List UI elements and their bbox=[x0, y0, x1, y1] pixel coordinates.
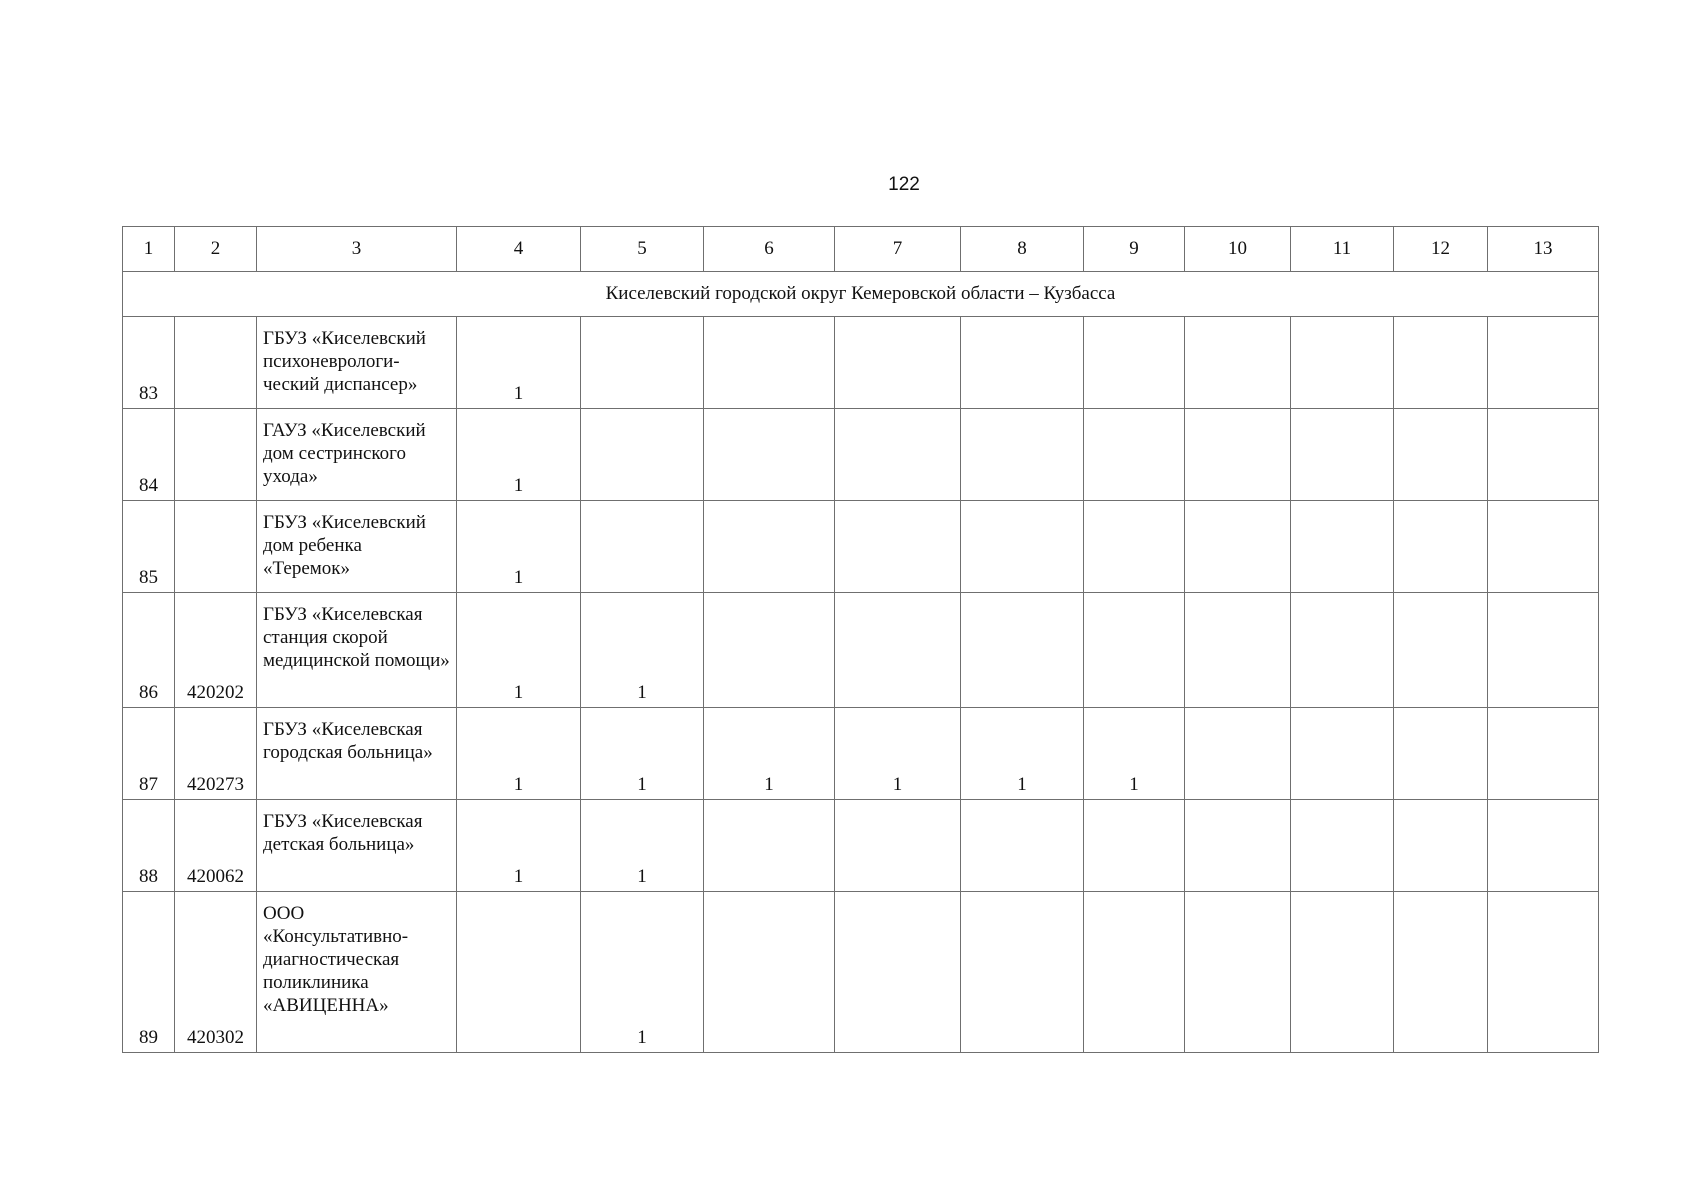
table-row bbox=[123, 892, 1599, 1053]
cell-value: 1 bbox=[892, 774, 903, 795]
value-cell bbox=[835, 800, 961, 892]
row-number-cell bbox=[123, 708, 175, 800]
value-cell bbox=[1394, 501, 1488, 593]
section-title: Киселевский городской округ Кемеровской области – Кузбасса bbox=[123, 272, 1599, 317]
organization-name: ГБУЗ «Киселевская станция скорой медицинской помощи» bbox=[263, 604, 450, 671]
row-number-cell bbox=[123, 317, 175, 409]
cell-value: 1 bbox=[637, 682, 647, 703]
value-cell bbox=[1394, 708, 1488, 800]
registry-table bbox=[122, 226, 1599, 1053]
value-cell bbox=[1394, 892, 1488, 1053]
value-cell bbox=[961, 708, 1084, 800]
table-row bbox=[123, 708, 1599, 800]
value-cell bbox=[1291, 800, 1394, 892]
value-cell bbox=[961, 593, 1084, 708]
table-row bbox=[123, 501, 1599, 593]
value-cell bbox=[961, 317, 1084, 409]
value-cell bbox=[1084, 708, 1185, 800]
registry-code-cell bbox=[175, 892, 257, 1053]
value-cell bbox=[704, 708, 835, 800]
column-number: 1 bbox=[123, 227, 175, 272]
value-cell bbox=[835, 892, 961, 1053]
value-cell bbox=[1084, 501, 1185, 593]
column-number-row bbox=[123, 227, 1599, 272]
row-number: 83 bbox=[139, 383, 158, 404]
value-cell bbox=[835, 708, 961, 800]
organization-name-cell bbox=[257, 501, 457, 593]
row-number: 89 bbox=[139, 1027, 158, 1048]
cell-value: 1 bbox=[513, 866, 524, 887]
value-cell bbox=[1084, 409, 1185, 501]
value-cell bbox=[1185, 409, 1291, 501]
organization-name-cell bbox=[257, 892, 457, 1053]
value-cell bbox=[704, 317, 835, 409]
registry-code-cell bbox=[175, 501, 257, 593]
value-cell bbox=[961, 409, 1084, 501]
value-cell bbox=[1488, 501, 1599, 593]
column-number: 7 bbox=[835, 227, 961, 272]
value-cell bbox=[835, 317, 961, 409]
row-number-cell bbox=[123, 800, 175, 892]
value-cell bbox=[457, 800, 581, 892]
organization-name-cell bbox=[257, 708, 457, 800]
cell-value: 1 bbox=[637, 866, 647, 887]
column-number: 10 bbox=[1185, 227, 1291, 272]
row-number-cell bbox=[123, 501, 175, 593]
organization-name: ГБУЗ «Киселевский дом ребенка «Теремок» bbox=[263, 512, 426, 579]
organization-name: ООО «Консультативно-диагностическая поликлиника «АВИЦЕННА» bbox=[263, 903, 409, 1016]
value-cell bbox=[1488, 409, 1599, 501]
value-cell bbox=[1394, 593, 1488, 708]
row-number-cell bbox=[123, 409, 175, 501]
cell-value: 1 bbox=[513, 475, 524, 496]
value-cell bbox=[457, 708, 581, 800]
registry-code: 420062 bbox=[187, 866, 244, 887]
value-cell bbox=[1084, 892, 1185, 1053]
value-cell bbox=[704, 409, 835, 501]
row-number: 86 bbox=[139, 682, 158, 703]
value-cell bbox=[457, 892, 581, 1053]
value-cell bbox=[581, 593, 704, 708]
row-number: 87 bbox=[139, 774, 158, 795]
value-cell bbox=[1185, 317, 1291, 409]
cell-value: 1 bbox=[513, 567, 524, 588]
column-number: 6 bbox=[704, 227, 835, 272]
value-cell bbox=[835, 593, 961, 708]
value-cell bbox=[1394, 317, 1488, 409]
table-row bbox=[123, 317, 1599, 409]
value-cell bbox=[581, 800, 704, 892]
cell-value: 1 bbox=[637, 774, 647, 795]
value-cell bbox=[581, 317, 704, 409]
value-cell bbox=[1488, 892, 1599, 1053]
organization-name-cell bbox=[257, 409, 457, 501]
value-cell bbox=[961, 800, 1084, 892]
section-row bbox=[123, 272, 1599, 317]
registry-code-cell bbox=[175, 708, 257, 800]
value-cell bbox=[1291, 892, 1394, 1053]
registry-code-cell bbox=[175, 800, 257, 892]
value-cell bbox=[1291, 708, 1394, 800]
table-row bbox=[123, 800, 1599, 892]
organization-name: ГАУЗ «Киселевский дом сестринского ухода» bbox=[263, 420, 426, 487]
value-cell bbox=[835, 409, 961, 501]
column-number: 4 bbox=[457, 227, 581, 272]
value-cell bbox=[1084, 317, 1185, 409]
value-cell bbox=[581, 708, 704, 800]
value-cell bbox=[704, 892, 835, 1053]
value-cell bbox=[1488, 593, 1599, 708]
organization-name-cell bbox=[257, 593, 457, 708]
registry-code: 420202 bbox=[187, 682, 244, 703]
value-cell bbox=[1185, 708, 1291, 800]
value-cell bbox=[704, 800, 835, 892]
column-number: 11 bbox=[1291, 227, 1394, 272]
column-number: 5 bbox=[581, 227, 704, 272]
table-row bbox=[123, 593, 1599, 708]
value-cell bbox=[961, 501, 1084, 593]
row-number: 85 bbox=[139, 567, 158, 588]
value-cell bbox=[1488, 708, 1599, 800]
value-cell bbox=[581, 409, 704, 501]
cell-value: 1 bbox=[1129, 774, 1139, 795]
cell-value: 1 bbox=[513, 682, 524, 703]
column-number: 12 bbox=[1394, 227, 1488, 272]
cell-value: 1 bbox=[764, 774, 774, 795]
organization-name: ГБУЗ «Киселевский психоневрологи-ческий диспансер» bbox=[263, 328, 426, 395]
organization-name-cell bbox=[257, 800, 457, 892]
registry-code-cell bbox=[175, 593, 257, 708]
value-cell bbox=[1488, 800, 1599, 892]
value-cell bbox=[704, 593, 835, 708]
value-cell bbox=[457, 317, 581, 409]
value-cell bbox=[457, 593, 581, 708]
value-cell bbox=[1185, 501, 1291, 593]
table-row bbox=[123, 409, 1599, 501]
value-cell bbox=[457, 501, 581, 593]
row-number-cell bbox=[123, 892, 175, 1053]
cell-value: 1 bbox=[637, 1027, 647, 1048]
value-cell bbox=[1185, 800, 1291, 892]
value-cell bbox=[1185, 593, 1291, 708]
column-number: 13 bbox=[1488, 227, 1599, 272]
page-number: 122 bbox=[888, 174, 920, 195]
value-cell bbox=[457, 409, 581, 501]
organization-name-cell bbox=[257, 317, 457, 409]
value-cell bbox=[1084, 593, 1185, 708]
value-cell bbox=[581, 501, 704, 593]
organization-name: ГБУЗ «Киселевская городская больница» bbox=[263, 719, 433, 763]
value-cell bbox=[1291, 593, 1394, 708]
organization-name: ГБУЗ «Киселевская детская больница» bbox=[263, 811, 423, 855]
value-cell bbox=[1185, 892, 1291, 1053]
registry-code: 420302 bbox=[187, 1027, 244, 1048]
value-cell bbox=[835, 501, 961, 593]
value-cell bbox=[961, 892, 1084, 1053]
column-number: 9 bbox=[1084, 227, 1185, 272]
value-cell bbox=[581, 892, 704, 1053]
row-number: 88 bbox=[139, 866, 158, 887]
registry-code-cell bbox=[175, 409, 257, 501]
row-number: 84 bbox=[139, 475, 158, 496]
row-number-cell bbox=[123, 593, 175, 708]
registry-code: 420273 bbox=[187, 774, 244, 795]
value-cell bbox=[1488, 317, 1599, 409]
value-cell bbox=[1291, 409, 1394, 501]
value-cell bbox=[1291, 501, 1394, 593]
column-number: 2 bbox=[175, 227, 257, 272]
cell-value: 1 bbox=[513, 383, 524, 404]
value-cell bbox=[1394, 409, 1488, 501]
cell-value: 1 bbox=[513, 774, 524, 795]
value-cell bbox=[1291, 317, 1394, 409]
value-cell bbox=[704, 501, 835, 593]
value-cell bbox=[1084, 800, 1185, 892]
column-number: 8 bbox=[961, 227, 1084, 272]
registry-code-cell bbox=[175, 317, 257, 409]
value-cell bbox=[1394, 800, 1488, 892]
column-number: 3 bbox=[257, 227, 457, 272]
cell-value: 1 bbox=[1017, 774, 1027, 795]
